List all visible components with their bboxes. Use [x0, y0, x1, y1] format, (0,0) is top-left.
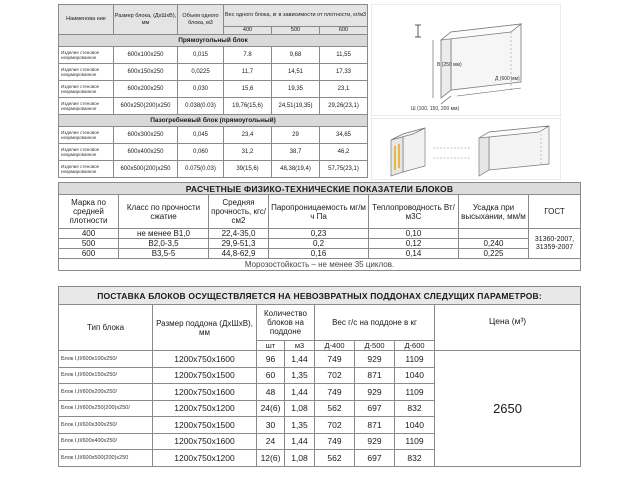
header-density-400: 400	[224, 27, 272, 35]
header-thermal: Теплопроводность Вт/м3С	[369, 195, 459, 229]
table-row: 600 В3,5-5 44,8-62,9 0,16 0,14 0,225	[59, 249, 581, 259]
table-row: Блок I,II/600х250(200)х250/ 1200х750х1200 24(6) 1,08 562 697 832	[59, 400, 581, 417]
length-label: Д (600 мм)	[495, 76, 520, 82]
header-price: Цена (м³)	[435, 305, 581, 351]
table-row: 500 В2,0-3,5 29,9-51,3 0,2 0,12 0,240	[59, 239, 581, 249]
header-qty-m3: м3	[285, 341, 315, 351]
header-name: Наименова ние	[59, 5, 114, 35]
table-row: Блок I,II/600х100х250/ 1200х750х1600 96 1,44 749 929 1109 2650	[59, 351, 581, 368]
table-row: Изделие стеновое неармированное 600х150х250 0,0225 11,7 14,51 17,33	[59, 64, 368, 81]
table-row: Изделие стеновое неармированное 600х100х250 0,015 7.8 9,68 11,55	[59, 47, 368, 64]
block-weight-table	[58, 4, 368, 178]
section-title-rectangular: Прямоугольный блок	[59, 35, 368, 47]
header-density-600: 600	[320, 27, 368, 35]
header-d600: Д-600	[395, 341, 435, 351]
section-title-tongue-groove: Пазогребневый блок (прямоугольный)	[59, 115, 368, 127]
header-pallet-size: Размер поддона (ДхШхВ), мм	[153, 305, 257, 351]
physical-characteristics-table	[58, 182, 581, 271]
table-row: Блок I,II/600х300х250/ 1200х750х1500 30 1,35 702 871 1040	[59, 417, 581, 434]
table-row: 400 не менее В1,0 22,4-35,0 0,23 0,10 31360-2007, 31359-2007	[59, 229, 581, 239]
gost-value: 31360-2007, 31359-2007	[529, 229, 581, 259]
table-row: Блок I,II/600х150х250/ 1200х750х1500 60 1,35 702 871 1040	[59, 367, 581, 384]
pallet-delivery-table	[58, 286, 581, 467]
header-weight: Вес одного блока, кг в зависимости от плотности, кг/м3	[224, 5, 368, 27]
header-density-500: 500	[272, 27, 320, 35]
header-shrink: Усадка при высыхании, мм/м	[459, 195, 529, 229]
header-qty-pcs: шт	[257, 341, 285, 351]
header-d500: Д-500	[355, 341, 395, 351]
tongue-groove-drawing	[371, 118, 561, 180]
block-dimensions-drawing	[371, 4, 561, 116]
table-row: Изделие стеновое неармированное 600х300х250 0,045 23,4 29 34,65	[59, 127, 368, 144]
header-block-type: Тип блока	[59, 305, 153, 351]
width-label: Ш (100, 150, 200 мм)	[411, 106, 460, 112]
price-value: 2650	[435, 351, 581, 467]
header-volume: Объем одного блока, м3	[178, 5, 224, 35]
table-row: Изделие стеновое неармированное 600х500(200)х250 0.075(0.03) 39(15,6) 48,38(19,4) 57,75(23,1)	[59, 161, 368, 178]
table-row: Изделие стеновое неармированное 600х250(200)х250 0.038(0.03) 19,76(15,6) 24,51(19,35) 29,26(23,1)	[59, 98, 368, 115]
frost-resistance-note: Морозостойкость – не менее 35 циклов.	[59, 259, 581, 271]
table-row: Изделие стеновое неармированное 600х200х250 0,030 15,6 19,35 23,1	[59, 81, 368, 98]
height-label: В (250 мм)	[437, 62, 462, 68]
header-qty: Количество блоков на поддоне	[257, 305, 315, 341]
table2-title: РАСЧЕТНЫЕ ФИЗИКО-ТЕХНИЧЕСКИЕ ПОКАЗАТЕЛИ БЛОКОВ	[59, 183, 581, 195]
header-grade: Марка по средней плотности	[59, 195, 119, 229]
table-row: Изделие стеновое неармированное 600х400х250 0,060 31,2 38,7 46,2	[59, 144, 368, 161]
table3-title: ПОСТАВКА БЛОКОВ ОСУЩЕСТВЛЯЕТСЯ НА НЕВОЗВРАТНЫХ ПОДДОНАХ СЛЕДУЩИХ ПАРАМЕТРОВ:	[59, 287, 581, 305]
header-gost: ГОСТ	[529, 195, 581, 229]
header-vapor: Паропроницаемость мг/м ч Па	[269, 195, 369, 229]
header-strength: Средняя прочность, кгс/см2	[209, 195, 269, 229]
header-d400: Д-400	[315, 341, 355, 351]
header-size: Размер блока, (ДхШхВ), мм	[114, 5, 178, 35]
table-row: Блок I,II/600х400х250/ 1200х750х1600 24 1,44 749 929 1109	[59, 433, 581, 450]
header-pallet-weight: Вес г/с на поддоне в кг	[315, 305, 435, 341]
header-class: Класс по прочности сжатие	[119, 195, 209, 229]
table-row: Блок I,II/600х500(200)х250 1200х750х1200 12(6) 1,08 562 697 832	[59, 450, 581, 467]
table-row: Блок I,II/600х200х250/ 1200х750х1600 48 1,44 749 929 1109	[59, 384, 581, 401]
